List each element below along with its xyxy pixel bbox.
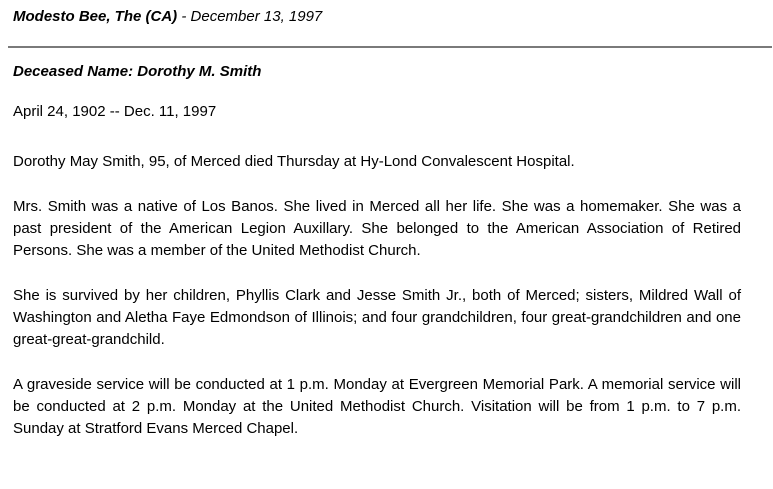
publication-date: December 13, 1997 <box>190 8 323 25</box>
source-separator: - <box>177 8 191 25</box>
paragraph-services: A graveside service will be conducted at 1 p.m. Monday at Evergreen Memorial Park. A memorial service will be conducted at 2 p.m. Monday at the United Methodist Church. Visitation will be from 1 p.m. to 7 p.m. Sunday at Stratford Evans Merced Chapel. <box>13 376 741 437</box>
deceased-name: Deceased Name: Dorothy M. Smith <box>13 63 262 80</box>
source-line <box>13 6 741 28</box>
life-dates: April 24, 1902 -- Dec. 11, 1997 <box>13 103 217 120</box>
paragraph-death-notice: Dorothy May Smith, 95, of Merced died Thursday at Hy-Lond Convalescent Hospital. <box>13 153 575 170</box>
obituary-page <box>13 6 741 437</box>
obituary-body <box>13 101 741 463</box>
paragraph-survivors: She is survived by her children, Phyllis Clark and Jesse Smith Jr., both of Merced; sisters, Mildred Wall of Washington and Aletha Faye Edmondson of Illinois; and four grandchildren, four great-grandchildren and one great-great-grandchild. <box>13 287 741 348</box>
newspaper-name: Modesto Bee, The (CA) <box>13 8 178 25</box>
paragraph-biography: Mrs. Smith was a native of Los Banos. She lived in Merced all her life. She was a homemaker. She was a past president of the American Legion Auxillary. She belonged to the American Association of Retired Persons. She was a member of the United Methodist Church. <box>13 198 741 259</box>
header-divider <box>8 46 772 48</box>
